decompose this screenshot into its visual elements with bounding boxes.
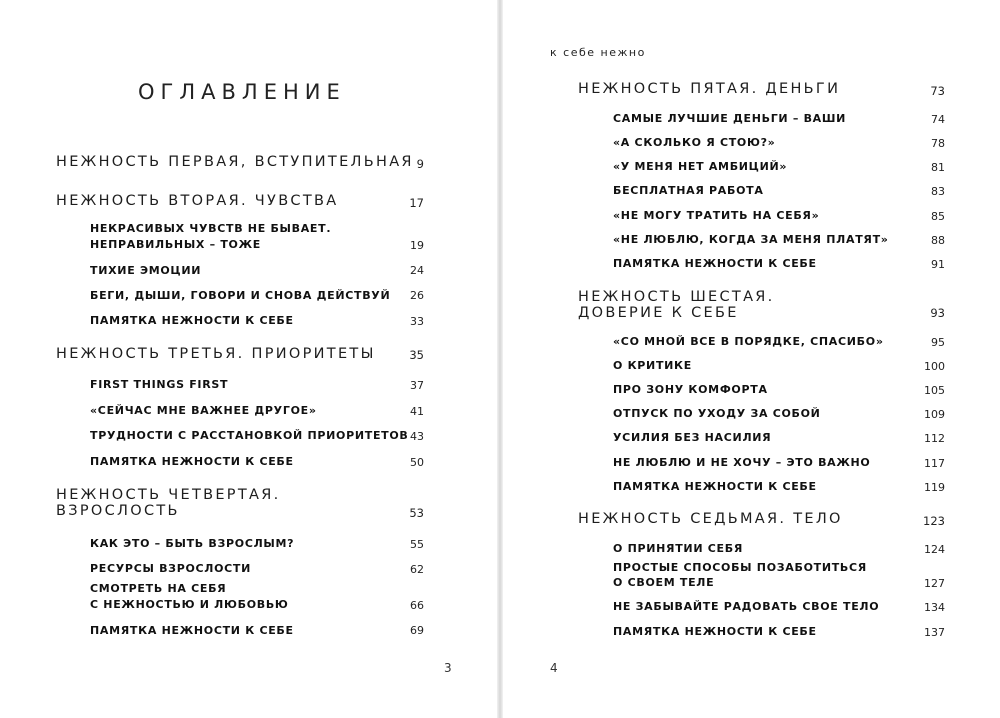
toc-section-title[interactable]: РЕСУРСЫ ВЗРОСЛОСТИ [90, 562, 252, 575]
toc-page-number: 100 [924, 360, 945, 373]
toc-section-title[interactable]: БЕСПЛАТНАЯ РАБОТА [613, 184, 764, 197]
toc-chapter-title[interactable]: НЕЖНОСТЬ ЧЕТВЕРТАЯ. [56, 487, 281, 503]
toc-page-number: 41 [410, 405, 424, 418]
toc-page-number: 91 [931, 258, 945, 271]
toc-section-title[interactable]: БЕГИ, ДЫШИ, ГОВОРИ И СНОВА ДЕЙСТВУЙ [90, 289, 391, 302]
toc-section-title[interactable]: ПАМЯТКА НЕЖНОСТИ К СЕБЕ [90, 624, 294, 637]
toc-section-title[interactable]: «А СКОЛЬКО Я СТОЮ?» [613, 136, 776, 149]
toc-chapter-title[interactable]: НЕЖНОСТЬ ТРЕТЬЯ. ПРИОРИТЕТЫ [56, 346, 376, 362]
toc-page-number: 17 [409, 196, 424, 210]
toc-page-number: 119 [924, 481, 945, 494]
toc-section-title-continued[interactable]: О СВОЕМ ТЕЛЕ [613, 576, 715, 589]
toc-section-title[interactable]: «НЕ МОГУ ТРАТИТЬ НА СЕБЯ» [613, 209, 820, 222]
toc-section-title[interactable]: САМЫЕ ЛУЧШИЕ ДЕНЬГИ – ВАШИ [613, 112, 847, 125]
toc-chapter-title[interactable]: НЕЖНОСТЬ ВТОРАЯ. ЧУВСТВА [56, 193, 339, 209]
toc-page-number: 24 [410, 264, 424, 277]
toc-page-number: 78 [931, 137, 945, 150]
toc-page-number: 66 [410, 599, 424, 612]
toc-section-title[interactable]: ПРО ЗОНУ КОМФОРТА [613, 383, 768, 396]
toc-page-number: 55 [410, 538, 424, 551]
toc-section-title[interactable]: ТИХИЕ ЭМОЦИИ [90, 264, 202, 277]
toc-page-number: 109 [924, 408, 945, 421]
toc-chapter-title-continued[interactable]: ВЗРОСЛОСТЬ [56, 503, 180, 519]
running-head: к себе нежно [550, 46, 646, 59]
toc-section-title[interactable]: О КРИТИКЕ [613, 359, 692, 372]
right-page [503, 0, 1000, 718]
toc-page-number: 53 [409, 506, 424, 520]
toc-page-number: 69 [410, 624, 424, 637]
toc-page-number: 127 [924, 577, 945, 590]
toc-chapter-title-continued[interactable]: ДОВЕРИЕ К СЕБЕ [578, 305, 739, 321]
toc-section-title[interactable]: «СО МНОЙ ВСЕ В ПОРЯДКЕ, СПАСИБО» [613, 335, 884, 348]
toc-section-title[interactable]: КАК ЭТО – БЫТЬ ВЗРОСЛЫМ? [90, 537, 295, 550]
toc-page-number: 74 [931, 113, 945, 126]
toc-section-title[interactable]: ПАМЯТКА НЕЖНОСТИ К СЕБЕ [613, 480, 817, 493]
toc-page-number: 112 [924, 432, 945, 445]
left-page [0, 0, 497, 718]
toc-section-title[interactable]: ПАМЯТКА НЕЖНОСТИ К СЕБЕ [90, 455, 294, 468]
toc-section-title-continued[interactable]: С НЕЖНОСТЬЮ И ЛЮБОВЬЮ [90, 598, 289, 611]
toc-page-number: 95 [931, 336, 945, 349]
toc-chapter-title[interactable]: НЕЖНОСТЬ ПЯТАЯ. ДЕНЬГИ [578, 81, 841, 97]
toc-chapter-title[interactable]: НЕЖНОСТЬ ШЕСТАЯ. [578, 289, 775, 305]
toc-title: ОГЛАВЛЕНИЕ [138, 80, 346, 104]
page-number-folio: 4 [550, 661, 558, 675]
toc-section-title[interactable]: ПРОСТЫЕ СПОСОБЫ ПОЗАБОТИТЬСЯ [613, 561, 867, 574]
toc-section-title-continued[interactable]: НЕПРАВИЛЬНЫХ – ТОЖЕ [90, 238, 261, 251]
toc-chapter-title[interactable]: НЕЖНОСТЬ СЕДЬМАЯ. ТЕЛО [578, 511, 843, 527]
toc-section-title[interactable]: FIRST THINGS FIRST [90, 378, 229, 391]
toc-page-number: 85 [931, 210, 945, 223]
toc-page-number: 43 [410, 430, 424, 443]
toc-section-title[interactable]: ТРУДНОСТИ С РАССТАНОВКОЙ ПРИОРИТЕТОВ [90, 429, 409, 442]
page-number-folio: 3 [444, 661, 452, 675]
toc-page-number: 9 [416, 157, 424, 171]
toc-page-number: 134 [924, 601, 945, 614]
toc-section-title[interactable]: «У МЕНЯ НЕТ АМБИЦИЙ» [613, 160, 788, 173]
toc-page-number: 81 [931, 161, 945, 174]
toc-page-number: 73 [930, 84, 945, 98]
toc-page-number: 124 [924, 543, 945, 556]
toc-section-title[interactable]: УСИЛИЯ БЕЗ НАСИЛИЯ [613, 431, 772, 444]
toc-page-number: 62 [410, 563, 424, 576]
toc-page-number: 123 [923, 514, 945, 528]
toc-section-title[interactable]: ПАМЯТКА НЕЖНОСТИ К СЕБЕ [90, 314, 294, 327]
toc-page-number: 37 [410, 379, 424, 392]
toc-page-number: 33 [410, 315, 424, 328]
toc-section-title[interactable]: НЕ ЗАБЫВАЙТЕ РАДОВАТЬ СВОЕ ТЕЛО [613, 600, 880, 613]
toc-section-title[interactable]: ПАМЯТКА НЕЖНОСТИ К СЕБЕ [613, 257, 817, 270]
toc-section-title[interactable]: «НЕ ЛЮБЛЮ, КОГДА ЗА МЕНЯ ПЛАТЯТ» [613, 233, 889, 246]
toc-section-title[interactable]: ОТПУСК ПО УХОДУ ЗА СОБОЙ [613, 407, 821, 420]
toc-section-title[interactable]: ПАМЯТКА НЕЖНОСТИ К СЕБЕ [613, 625, 817, 638]
toc-section-title[interactable]: НЕ ЛЮБЛЮ И НЕ ХОЧУ – ЭТО ВАЖНО [613, 456, 871, 469]
toc-section-title[interactable]: СМОТРЕТЬ НА СЕБЯ [90, 582, 227, 595]
toc-page-number: 83 [931, 185, 945, 198]
toc-section-title[interactable]: НЕКРАСИВЫХ ЧУВСТВ НЕ БЫВАЕТ. [90, 222, 332, 235]
toc-page-number: 26 [410, 289, 424, 302]
toc-page-number: 117 [924, 457, 945, 470]
toc-page-number: 137 [924, 626, 945, 639]
toc-page-number: 50 [410, 456, 424, 469]
toc-chapter-title[interactable]: НЕЖНОСТЬ ПЕРВАЯ, ВСТУПИТЕЛЬНАЯ [56, 154, 414, 170]
toc-page-number: 88 [931, 234, 945, 247]
toc-page-number: 35 [409, 348, 424, 362]
toc-page-number: 19 [410, 239, 424, 252]
toc-page-number: 105 [924, 384, 945, 397]
toc-page-number: 93 [930, 306, 945, 320]
toc-section-title[interactable]: «СЕЙЧАС МНЕ ВАЖНЕЕ ДРУГОЕ» [90, 404, 317, 417]
toc-section-title[interactable]: О ПРИНЯТИИ СЕБЯ [613, 542, 744, 555]
